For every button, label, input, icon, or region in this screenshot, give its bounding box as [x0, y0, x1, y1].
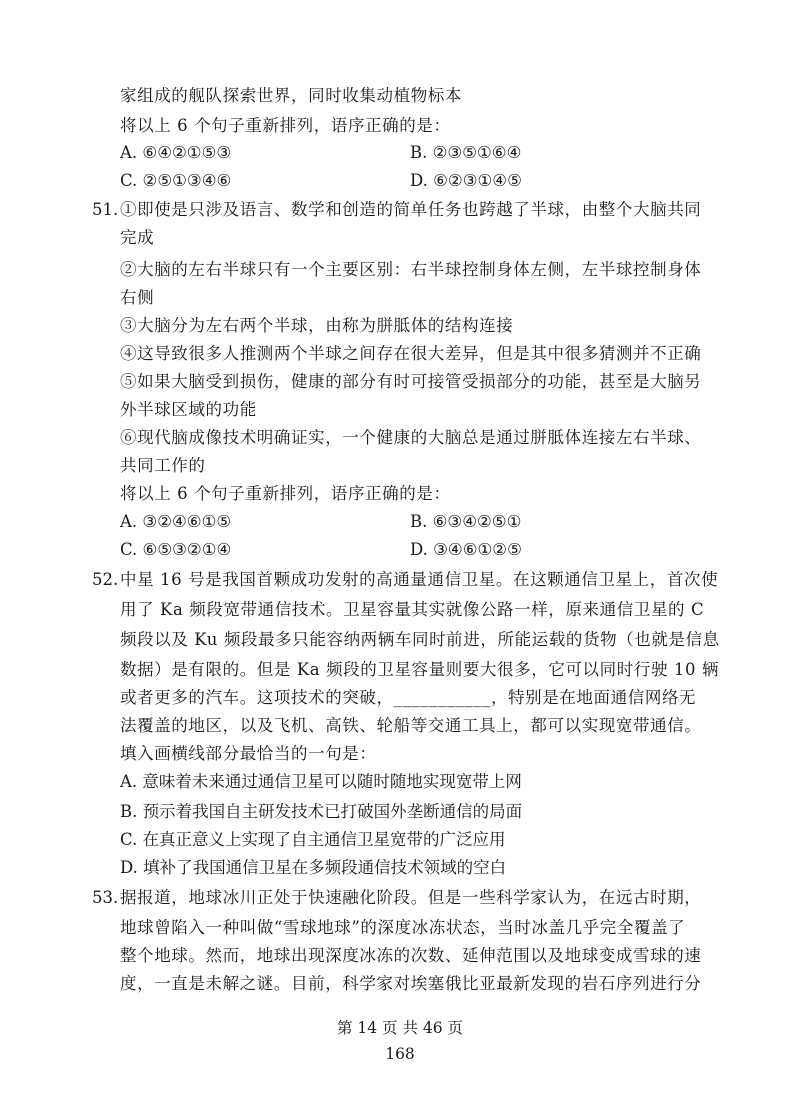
- q51-prompt: 将以上 6 个句子重新排列，语序正确的是：: [120, 484, 451, 503]
- q52-prompt: 填入画横线部分最恰当的一句是：: [120, 744, 377, 763]
- q51-line: 右侧: [120, 288, 155, 307]
- q53-number: 53.: [92, 888, 119, 907]
- q50-option-b: B. ②③⑤①⑥④: [410, 143, 522, 162]
- q53-line: 据报道，地球冰川正处于快速融化阶段。但是一些科学家认为，在远古时期，: [120, 888, 702, 907]
- q51-option-b: B. ⑥③④②⑤①: [410, 512, 522, 531]
- q53-line: 整个地球。然而，地球出现深度冰冻的次数、延伸范围以及地球变成雪球的速: [120, 946, 702, 965]
- q50-option-d: D. ⑥②③①④⑤: [410, 171, 522, 190]
- q53-line: 度，一直是未解之谜。目前，科学家对埃塞俄比亚最新发现的岩石序列进行分: [120, 974, 702, 993]
- q52-option-d: D. 填补了我国通信卫星在多频段通信技术领域的空白: [120, 858, 507, 877]
- q53-line: 地球曾陷入一种叫做“雪球地球”的深度冰冻状态，当时冰盖几乎完全覆盖了: [120, 918, 686, 937]
- q51-line: ⑤如果大脑受到损伤，健康的部分有时可接管受损部分的功能，甚至是大脑另: [120, 372, 702, 391]
- q51-option-a: A. ③②④⑥①⑤: [120, 512, 232, 531]
- q52-number: 52.: [92, 570, 119, 589]
- q51-line: ①即使是只涉及语言、数学和创造的简单任务也跨越了半球，由整个大脑共同: [120, 200, 702, 219]
- q52-option-b: B. 预示着我国自主研发技术已打破国外垄断通信的局面: [120, 802, 523, 821]
- q51-line: 完成: [120, 228, 155, 247]
- q51-line: 外半球区域的功能: [120, 400, 257, 419]
- q51-option-d: D. ③④⑥①②⑤: [410, 540, 522, 559]
- q51-line: ④这导致很多人推测两个半球之间存在很大差异，但是其中很多猜测并不正确: [120, 344, 702, 363]
- q52-line: 或者更多的汽车。这项技术的突破，___________，特别是在地面通信网络无: [120, 688, 697, 707]
- q50-prompt: 将以上 6 个句子重新排列，语序正确的是：: [120, 116, 451, 135]
- q51-line: ③大脑分为左右两个半球，由称为胼胝体的结构连接: [120, 316, 514, 335]
- q50-option-a: A. ⑥④②①⑤③: [120, 143, 232, 162]
- q50-option-c: C. ②⑤①③④⑥: [120, 171, 232, 190]
- q52-line: 频段以及 Ku 频段最多只能容纳两辆车同时前进，所能运载的货物（也就是信息: [120, 630, 720, 649]
- q52-line: 用了 Ka 频段宽带通信技术。卫星容量其实就像公路一样，原来通信卫星的 C: [120, 600, 705, 619]
- q52-line: 数据）是有限的。但是 Ka 频段的卫星容量则要大很多，它可以同时行驶 10 辆: [120, 660, 720, 679]
- q52-option-c: C. 在真正意义上实现了自主通信卫星宽带的广泛应用: [120, 830, 506, 849]
- q52-line: 法覆盖的地区，以及飞机、高铁、轮船等交通工具上，都可以实现宽带通信。: [120, 716, 702, 735]
- page-number: 168: [385, 1045, 415, 1063]
- q50-text-line: 家组成的舰队探索世界，同时收集动植物标本: [120, 86, 462, 105]
- q51-line: 共同工作的: [120, 456, 206, 475]
- q51-number: 51.: [92, 200, 119, 219]
- q52-line: 中星 16 号是我国首颗成功发射的高通量通信卫星。在这颗通信卫星上，首次使: [120, 570, 719, 589]
- page-count-label: 第 14 页 共 46 页: [336, 1019, 464, 1037]
- q51-option-c: C. ⑥⑤③②①④: [120, 540, 232, 559]
- q51-line: ②大脑的左右半球只有一个主要区别：右半球控制身体左侧，左半球控制身体: [120, 260, 702, 279]
- q52-option-a: A. 意味着未来通过通信卫星可以随时随地实现宽带上网: [120, 772, 522, 791]
- q51-line: ⑥现代脑成像技术明确证实，一个健康的大脑总是通过胼胝体连接左右半球、: [120, 428, 702, 447]
